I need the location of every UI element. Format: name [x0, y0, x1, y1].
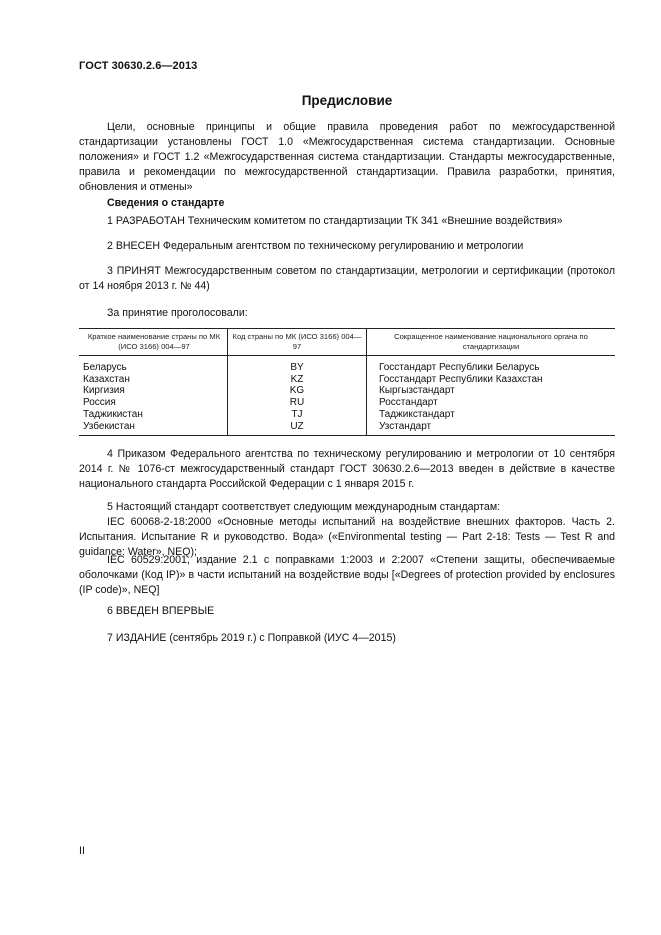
voting-table: [79, 328, 615, 436]
country-cell: Казахстан: [83, 373, 130, 385]
item-introduced: 2 ВНЕСЕН Федеральным агентством по техническому регулированию и метрологии: [107, 240, 524, 252]
item-iec-60068: IEC 60068-2-18:2000 «Основные методы испытаний на воздействие внешних факторов. Часть 2. Испытания. Испытание R и руководство. Вода» («Environmental testing — Part 2-18: Tests — Test R and guidance: Water», NEQ);: [79, 516, 615, 558]
code-cell: KG: [228, 385, 367, 397]
item-conformity: 5 Настоящий стандарт соответствует следующим международным стандартам:: [107, 501, 501, 513]
page-title: Предисловие: [301, 93, 393, 108]
item-first-introduced: 6 ВВЕДЕН ВПЕРВЫЕ: [107, 605, 215, 617]
code-cell: KZ: [228, 374, 367, 386]
standards-body-cell: Кыргызстандарт: [367, 385, 616, 397]
foreword-intro: Цели, основные принципы и общие правила проведения работ по межгосударственной стандартизации установлены ГОСТ 1.0 «Межгосударственная система стандартизации. Основные положения» и ГОСТ 1.2 «Межгосударственная система стандартизации. Стандарты межгосударственные, правила и рекомендации по межгосударственной стандартизации. Правила разработки, принятия, обновления и отмены»: [79, 121, 615, 193]
item-adopted: 3 ПРИНЯТ Межгосударственным советом по стандартизации, метрологии и сертификации (протокол от 14 ноября 2013 г. № 44): [79, 265, 615, 292]
code-cell: BY: [228, 356, 367, 374]
standards-body-cell: Таджикстандарт: [367, 409, 616, 421]
item-edition: 7 ИЗДАНИЕ (сентябрь 2019 г.) с Поправкой (ИУС 4—2015): [107, 632, 396, 644]
table-row: [79, 385, 615, 397]
standards-body-cell: Росстандарт: [367, 397, 616, 409]
table-row: [79, 409, 615, 421]
table-row: [79, 356, 615, 374]
column-header-code: Код страны по МК (ИСО 3166) 004—97: [228, 329, 367, 356]
standards-body-cell: Госстандарт Республики Казахстан: [367, 374, 616, 386]
country-cell: Россия: [83, 397, 116, 409]
item-iec-60529: IEC 60529:2001, издание 2.1 с поправками 1:2003 и 2:2007 «Степени защиты, обеспечиваемые оболочками (Код IP)» в части испытаний на воздействие воды [«Degrees of protection provided by enclosures (IP code)», NEQ]: [79, 554, 615, 596]
country-cell: Таджикистан: [83, 408, 143, 420]
standards-body-cell: Узстандарт: [367, 421, 616, 436]
country-cell: Киргизия: [83, 385, 125, 397]
standards-body-cell: Госстандарт Республики Беларусь: [367, 356, 616, 374]
item-voted: За принятие проголосовали:: [107, 307, 248, 319]
column-header-body: Сокращенное наименование национального органа по стандартизации: [367, 329, 616, 356]
item-developed: 1 РАЗРАБОТАН Техническим комитетом по стандартизации ТК 341 «Внешние воздействия»: [107, 215, 563, 227]
table-header-row: [79, 329, 615, 356]
code-cell: RU: [228, 397, 367, 409]
code-cell: UZ: [228, 421, 367, 436]
page-number: II: [79, 845, 85, 857]
document-id: ГОСТ 30630.2.6—2013: [79, 60, 198, 72]
column-header-country: Краткое наименование страны по МК (ИСО 3166) 004—97: [79, 329, 228, 356]
item-order: 4 Приказом Федерального агентства по техническому регулированию и метрологии от 10 сентября 2014 г. № 1076-ст межгосударственный стандарт ГОСТ 30630.2.6—2013 введен в действие в качестве национального стандарта Российской Федерации с 1 января 2015 г.: [79, 448, 615, 490]
table-row: [79, 397, 615, 409]
table-row: [79, 374, 615, 386]
country-cell: Беларусь: [83, 362, 127, 373]
code-cell: TJ: [228, 409, 367, 421]
section-heading: Сведения о стандарте: [107, 197, 225, 209]
table-row: [79, 421, 615, 436]
country-cell: Узбекистан: [79, 421, 228, 436]
